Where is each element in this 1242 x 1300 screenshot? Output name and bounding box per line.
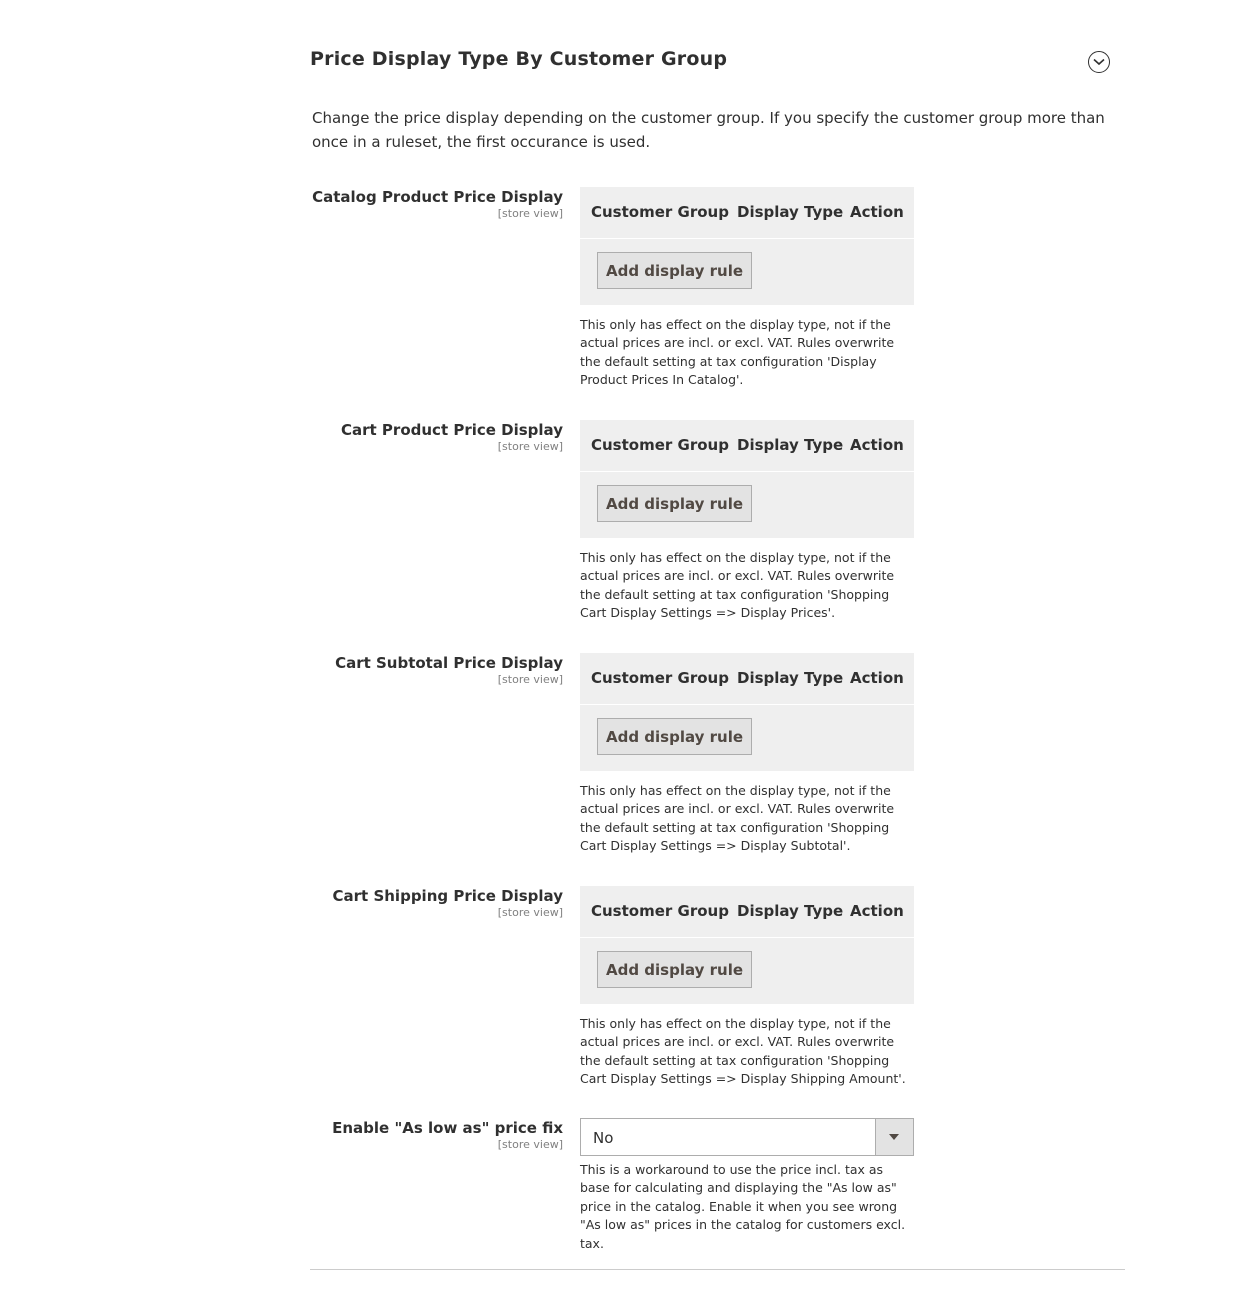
column-header-action: Action [850,436,904,454]
column-header-action: Action [850,203,904,221]
column-header-action: Action [850,902,904,920]
table-header [580,886,914,938]
add-display-rule-button[interactable]: Add display rule [597,718,752,755]
scope-label: [store view] [497,1138,563,1151]
scope-label: [store view] [497,906,563,919]
field-label-text: Cart Product Price Display [341,421,563,439]
add-display-rule-button[interactable]: Add display rule [597,485,752,522]
cart-product-rule-table [580,420,914,538]
column-header-customer-group: Customer Group [591,669,729,687]
cart-shipping-rule-table [580,886,914,1004]
column-header-customer-group: Customer Group [591,902,729,920]
chevron-down-icon [1093,58,1105,66]
select-value: No [593,1129,614,1147]
column-header-customer-group: Customer Group [591,203,729,221]
field-note: This only has effect on the display type, not if the actual prices are incl. or excl. VAT. Rules overwrite the default setting at tax configuration 'Shopping Cart Display Settings => Display Prices'. [580,550,895,621]
field-note: This only has effect on the display type, not if the actual prices are incl. or excl. VAT. Rules overwrite the default setting at tax configuration 'Display Product Prices In Catalog'. [580,317,895,388]
field-label-cart-product-price [300,420,563,453]
field-note: This only has effect on the display type, not if the actual prices are incl. or excl. VAT. Rules overwrite the default setting at tax configuration 'Shopping Cart Display Settings => Display Shipping Amount'. [580,1016,906,1087]
field-label-text: Catalog Product Price Display [312,188,563,206]
caret-down-icon [889,1134,899,1140]
catalog-product-rule-table [580,187,914,305]
add-display-rule-button[interactable]: Add display rule [597,252,752,289]
cart-subtotal-rule-table [580,653,914,771]
field-label-text: Cart Shipping Price Display [332,887,563,905]
field-label-cart-shipping-price [300,886,563,919]
scope-label: [store view] [497,440,563,453]
column-header-display-type: Display Type [737,669,844,687]
column-header-display-type: Display Type [737,203,844,221]
section-divider [310,1269,1125,1270]
field-note: This is a workaround to use the price incl. tax as base for calculating and displaying the "As low as" price in the catalog. Enable it when you see wrong "As low as" prices in the catalog for customers excl. tax. [580,1162,906,1251]
scope-label: [store view] [497,673,563,686]
column-header-action: Action [850,669,904,687]
add-display-rule-button[interactable]: Add display rule [597,951,752,988]
column-header-customer-group: Customer Group [591,436,729,454]
section-description: Change the price display depending on the customer group. If you specify the customer group more than once in a ruleset, the first occurance is used. [312,109,1105,151]
field-label-text: Cart Subtotal Price Display [335,654,563,672]
column-header-display-type: Display Type [737,436,844,454]
column-header-display-type: Display Type [737,902,844,920]
section-title: Price Display Type By Customer Group [310,48,728,70]
as-low-as-fix-select[interactable] [580,1118,914,1156]
field-label-text: Enable "As low as" price fix [332,1119,563,1137]
field-label-as-low-as-fix [300,1118,563,1151]
field-label-cart-subtotal-price [300,653,563,686]
field-note: This only has effect on the display type, not if the actual prices are incl. or excl. VAT. Rules overwrite the default setting at tax configuration 'Shopping Cart Display Settings => Display Subtotal'. [580,783,895,854]
table-header [580,187,914,239]
select-toggle[interactable] [875,1119,913,1155]
field-label-catalog-product-price [300,187,563,220]
table-header [580,653,914,705]
collapse-button[interactable] [1088,51,1110,73]
table-header [580,420,914,472]
scope-label: [store view] [497,207,563,220]
